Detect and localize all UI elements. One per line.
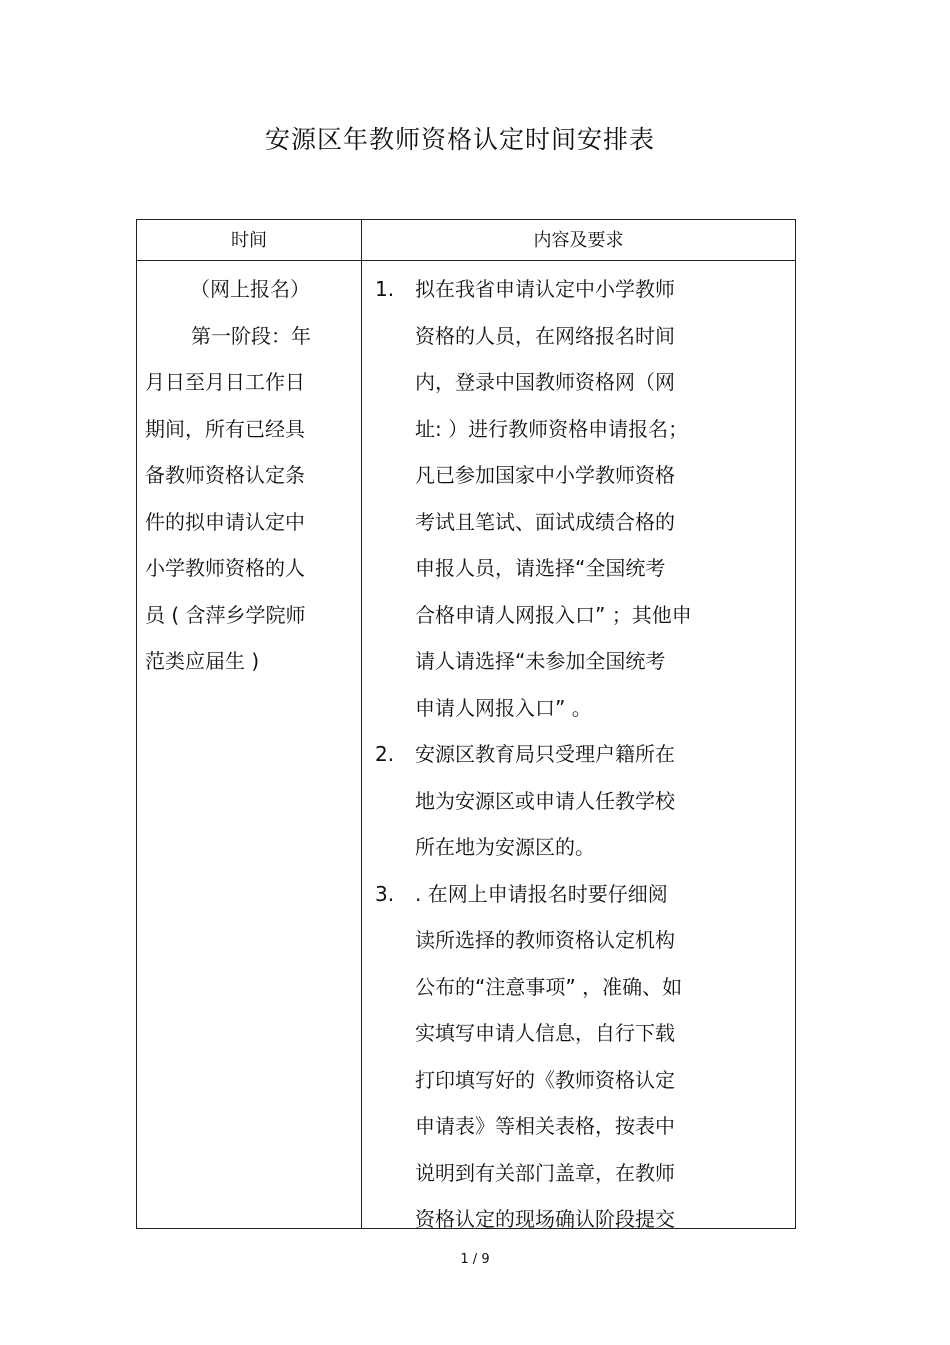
content-text: 拟在我省申请认定中小学教师 — [415, 277, 675, 301]
content-line — [415, 1103, 795, 1150]
content-text: 请人请选择“未参加全国统考 — [415, 649, 666, 673]
content-text: 所在地为安源区的。 — [415, 835, 595, 859]
page-number: 1 / 9 — [460, 1252, 490, 1267]
content-text: 申请人网报入口” 。 — [415, 695, 592, 720]
column-divider — [361, 220, 362, 1228]
content-line — [375, 731, 795, 778]
content-text: . 在网上申请报名时要仔细阅 — [415, 881, 668, 906]
content-line — [415, 359, 795, 406]
content-text: 资格的人员，在网络报名时间 — [415, 323, 675, 348]
content-text: 申报人员，请选择“全国统考 — [415, 556, 666, 580]
document-title: 安源区年教师资格认定时间安排表 — [264, 125, 655, 154]
content-text: 资格认定的现场确认阶段提交 — [415, 1207, 675, 1231]
time-line: 期间，所有已经具 — [145, 416, 305, 441]
content-line — [415, 545, 795, 592]
time-line: 第一阶段：年 — [191, 323, 311, 348]
content-line — [415, 778, 795, 825]
content-line — [415, 592, 795, 639]
content-line — [415, 1010, 795, 1057]
time-line: 备教师资格认定条 — [145, 463, 305, 487]
content-text: 说明到有关部门盖章，在教师 — [415, 1160, 675, 1185]
content-line — [415, 313, 795, 360]
time-cell — [145, 266, 355, 685]
content-line — [415, 499, 795, 546]
content-text: 申请表》等相关表格，按表中 — [415, 1114, 675, 1138]
content-text: 公布的“注意事项” ，准确、如 — [415, 974, 683, 999]
content-text: 凡已参加国家中小学教师资格 — [415, 463, 675, 487]
content-text: 读所选择的教师资格认定机构 — [415, 928, 675, 952]
header-content: 内容及要求 — [533, 230, 624, 251]
content-line — [415, 406, 795, 453]
content-text: 合格申请人网报入口” ；其他申 — [415, 602, 692, 627]
time-line: 范类应届生 ) — [145, 649, 260, 673]
item-number: 1. — [375, 277, 395, 301]
schedule-table — [136, 219, 796, 1229]
content-line — [415, 1150, 795, 1197]
content-line — [415, 964, 795, 1011]
content-text: 安源区教育局只受理户籍所在 — [415, 742, 675, 766]
content-line — [375, 266, 795, 313]
time-line: 员 ( 含萍乡学院师 — [145, 602, 306, 627]
content-text: 实填写申请人信息，自行下载 — [415, 1021, 675, 1045]
time-line: 件的拟申请认定中 — [145, 509, 305, 534]
content-line — [415, 638, 795, 685]
content-line — [415, 917, 795, 964]
content-text: 址: ）进行教师资格申请报名； — [415, 416, 689, 441]
content-line — [415, 1196, 795, 1243]
content-line — [415, 824, 795, 871]
content-text: 打印填写好的《教师资格认定 — [415, 1067, 675, 1092]
content-line — [415, 452, 795, 499]
content-line — [415, 685, 795, 732]
header-time: 时间 — [231, 230, 267, 251]
item-number: 3. — [375, 881, 395, 906]
content-text: 考试且笔试、面试成绩合格的 — [415, 509, 675, 534]
time-line: 月日至月日工作日 — [145, 370, 305, 394]
time-line: 小学教师资格的人 — [145, 556, 305, 580]
item-number: 2. — [375, 742, 395, 766]
content-line — [415, 1057, 795, 1104]
content-line — [375, 871, 795, 918]
header-divider — [137, 260, 795, 261]
content-text: 内，登录中国教师资格网（网 — [415, 370, 675, 394]
content-text: 地为安源区或申请人任教学校 — [415, 788, 675, 813]
time-line: （网上报名） — [190, 277, 310, 301]
content-cell — [375, 266, 795, 1243]
